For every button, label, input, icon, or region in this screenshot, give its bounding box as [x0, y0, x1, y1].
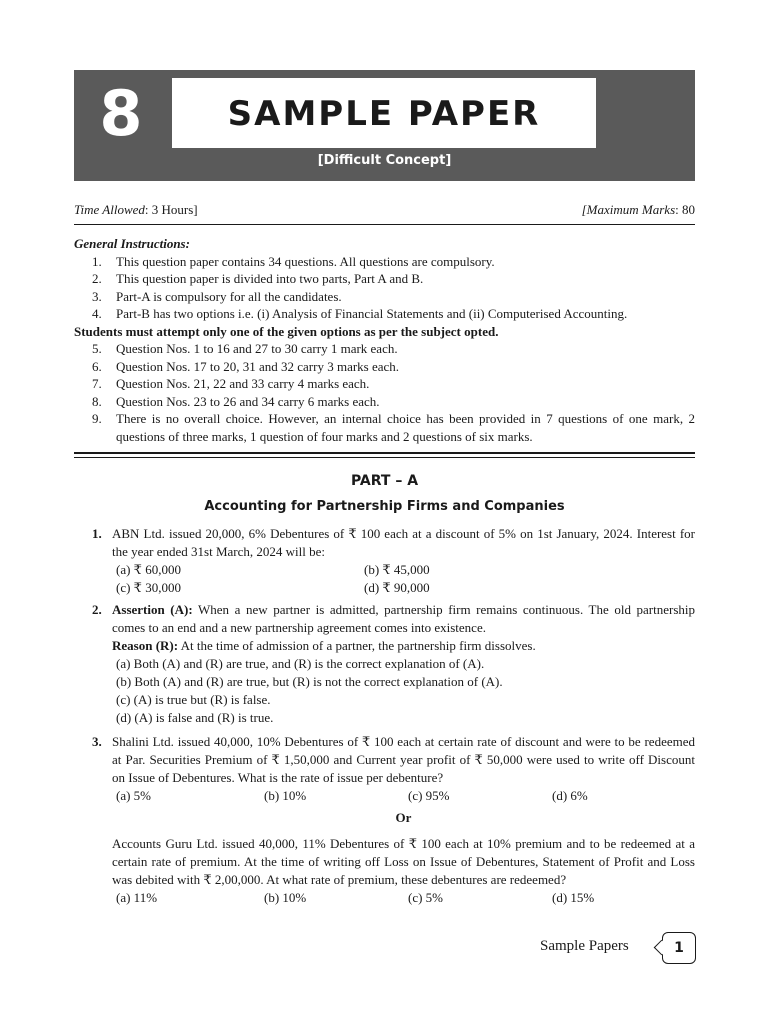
option-a: (a) ₹ 60,000 [116, 562, 181, 577]
instructions-heading: General Instructions: [74, 236, 190, 251]
title-box [172, 78, 596, 148]
question-2 [74, 601, 695, 727]
question-3 [74, 733, 695, 907]
divider [74, 224, 695, 225]
section-divider [74, 452, 695, 458]
option-b: (b) 10% [264, 890, 307, 905]
question-number: 3. [92, 734, 102, 749]
part-title: PART – A [350, 473, 419, 489]
time-allowed: Time Allowed: 3 Hours] [74, 202, 198, 217]
option-d: (d) (A) is false and (R) is true. [116, 710, 274, 725]
question-text: ABN Ltd. issued 20,000, 6% Debentures of ₹ 100 each at a discount of 5% on 1st January, 2024. Interest for the year ended 31st March, 2024 will be: [112, 526, 695, 559]
list-item: 3. Part-A is compulsory for all the candidates. [92, 288, 342, 304]
list-item: 6. Question Nos. 17 to 20, 31 and 32 carry 3 marks each. [92, 358, 400, 374]
question-text: Shalini Ltd. issued 40,000, 10% Debentures of ₹ 100 each at certain rate of discount and were to be redeemed at Par. Securities Premium of ₹ 1,50,000 and Current year profit of ₹ 50,000 were used to write off Discount on Issue of Debentures. What is the rate of issue per debenture? [112, 734, 695, 785]
option-c: (c) 5% [408, 890, 444, 905]
general-instructions [74, 235, 695, 445]
list-item: 1. This question paper contains 34 questions. All questions are compulsory. [92, 253, 495, 269]
option-d: (d) 6% [552, 788, 588, 803]
option-b: (b) ₹ 45,000 [364, 562, 430, 577]
alternative-options [74, 889, 695, 907]
list-item: 9. There is no overall choice. However, an internal choice has been provided in 7 questions of one mark, 2 questions of three marks, 1 question of four marks and 2 questions of six marks. [92, 411, 695, 444]
question-number: 2. [92, 602, 102, 617]
page-number: 1 [662, 932, 696, 964]
part-subtitle: Accounting for Partnership Firms and Companies [204, 499, 565, 514]
list-item: 8. Question Nos. 23 to 26 and 34 carry 6 marks each. [92, 393, 380, 409]
list-item: 2. This question paper is divided into two parts, Part A and B. [92, 271, 424, 286]
option-b: (b) 10% [264, 788, 307, 803]
question-1 [74, 525, 695, 597]
option-a: (a) 11% [116, 890, 158, 905]
list-item: 7. Question Nos. 21, 22 and 33 carry 4 marks each. [92, 376, 370, 391]
alternative-question-text: Accounts Guru Ltd. issued 40,000, 11% Debentures of ₹ 100 each at 10% premium and to be redeemed at a certain rate of premium. At the time of writing off Loss on Issue of Debentures, Statement of Profit and Loss was debited with ₹ 2,00,000. At what rate of premium, these debentures are redeemed? [112, 836, 695, 887]
list-item: 5. Question Nos. 1 to 16 and 27 to 30 carry 1 mark each. [92, 341, 398, 356]
exam-meta [74, 202, 695, 218]
reason: Reason (R): At the time of admission of a partner, the partnership firm dissolves. [112, 638, 536, 653]
paper-number: 8 [99, 77, 143, 150]
instructions-note: Students must attempt only one of the given options as per the subject opted. [74, 323, 499, 339]
list-item: 4. Part-B has two options i.e. (i) Analysis of Financial Statements and (ii) Computerised Accounting. [92, 306, 628, 321]
option-d: (d) 15% [552, 890, 595, 905]
option-c: (c) (A) is true but (R) is false. [116, 692, 271, 707]
assertion: Assertion (A): When a new partner is admitted, partnership firm remains continuous. The old partnership comes to an end and a new partnership agreement comes into existence. [112, 602, 695, 635]
option-d: (d) ₹ 90,000 [364, 580, 430, 595]
maximum-marks: [Maximum Marks: 80 [581, 202, 695, 217]
header-banner [74, 70, 695, 181]
option-a: (a) Both (A) and (R) are true, and (R) is the correct explanation of (A). [116, 656, 485, 671]
option-a: (a) 5% [116, 788, 152, 803]
option-c: (c) ₹ 30,000 [116, 580, 181, 595]
page-title: SAMPLE PAPER [227, 94, 541, 134]
page-subtitle: [Difficult Concept] [317, 153, 452, 168]
options [74, 561, 695, 597]
option-b: (b) Both (A) and (R) are true, but (R) is not the correct explanation of (A). [116, 674, 503, 689]
or-separator: Or [395, 810, 412, 825]
option-c: (c) 95% [408, 788, 450, 803]
options [74, 787, 695, 805]
question-number: 1. [92, 526, 102, 541]
footer-label: Sample Papers [540, 938, 629, 954]
